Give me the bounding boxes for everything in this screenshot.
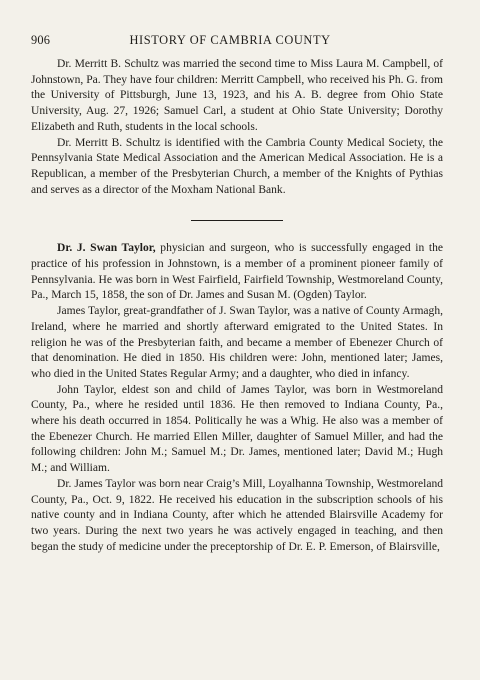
paragraph	[31, 477, 443, 556]
paragraph-text: Dr. James Taylor was born near Craig’s Mill, Loyalhanna Township, Westmoreland County, Pa., Oct. 9, 1822. He received his education in the subscription schools of his native county and in Indiana County, after which he attended Blairsville Academy for two years. During the next two years he was actively engaged in teaching, and then began the study of medicine under the preceptorship of Dr. E. P. Emerson, of Blairsville,	[31, 477, 443, 553]
paragraph-text: physician and surgeon, who is successfully engaged in the practice of his profession in Johnstown, is a member of a prominent pioneer family of Pennsylvania. He was born in West Fairfield, Fairfield Township, Westmoreland County, Pa., March 15, 1858, the son of Dr. James and Susan M. (Ogden) Taylor.	[31, 242, 443, 302]
paragraph	[31, 57, 443, 136]
paragraph	[31, 304, 443, 383]
paragraph	[31, 383, 443, 477]
paragraph-text: Dr. Merritt B. Schultz is identified with the Cambria County Medical Society, the Pennsylvania State Medical Association and the American Medical Association. He is a Republican, a member of the Presbyterian Church, a member of the Knights of Pythias and serves as a director of the Moxham National Bank.	[31, 136, 443, 196]
running-title: HISTORY OF CAMBRIA COUNTY	[129, 33, 331, 47]
paragraph-text: James Taylor, great-grandfather of J. Swan Taylor, was a native of County Armagh, Ireland, where he married and shortly afterward emigrated to the United States. In religion he was of the Presbyterian faith, and became a member of Ebenezer Church of that denomination. He died in 1850. His children were: John, mentioned later; James, who died in the United States Regular Army; and a daughter, who died in infancy.	[31, 305, 443, 380]
page-body	[31, 57, 443, 555]
paragraph-text: John Taylor, eldest son and child of James Taylor, was born in Westmoreland County, Pa., where he resided until 1836. He then removed to Indiana County, Pa., where his death occurred in 1854. Politically he was a Whig. He also was a member of the Ebenezer Church. He married Ellen Miller, daughter of Samuel Miller, and had the following children: John M.; Samuel M.; Dr. James, mentioned later; David M.; Hugh M.; and William.	[31, 383, 443, 475]
running-header	[31, 33, 444, 48]
entry-heading-name: Dr. J. Swan Taylor,	[57, 242, 156, 255]
paragraph	[31, 241, 443, 304]
page-number: 906	[31, 33, 51, 47]
paragraph-text: Dr. Merritt B. Schultz was married the second time to Miss Laura M. Campbell, of Johnstown, Pa. They have four children: Merritt Campbell, who received his Ph. G. from the University of Pittsburgh, June 13, 1923, and his A. B. degree from Ohio State University, Aug. 27, 1926; Samuel Carl, a student at Ohio State University; Dorothy Elizabeth and Ruth, students in the local schools.	[31, 58, 443, 133]
paragraph	[31, 136, 443, 199]
